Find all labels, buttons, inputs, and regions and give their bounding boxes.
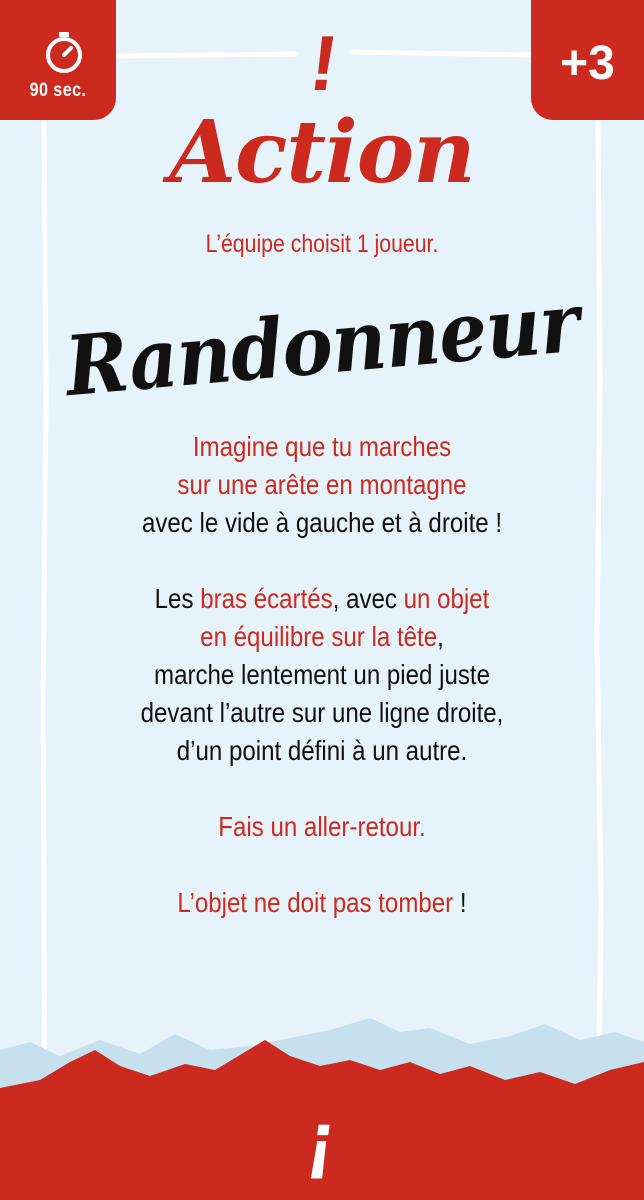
instruction-line: d’un point défini à un autre.	[176, 735, 468, 766]
category-title: Action	[169, 102, 475, 203]
instruction-line: L’objet ne doit pas tomber !	[177, 887, 467, 918]
timer-label: 90 sec.	[29, 80, 87, 101]
instruction-line: Les bras écartés, avec un objet	[154, 583, 490, 614]
points-badge	[531, 0, 644, 120]
exclamation-mark-top: !	[304, 19, 344, 107]
instruction-line: en équilibre sur la tête,	[200, 621, 444, 652]
instruction-line: Imagine que tu marches	[192, 431, 452, 462]
instruction-line: Fais un aller-retour.	[218, 811, 426, 842]
instructions	[60, 428, 584, 922]
instruction-line: devant l’autre sur une ligne droite,	[140, 697, 504, 728]
highlight-text: L’objet ne doit pas tomber	[177, 887, 454, 918]
highlight-text: bras écartés	[200, 583, 333, 614]
card-title: Randonneur	[61, 274, 583, 416]
highlight-text: en équilibre sur la tête	[200, 621, 438, 652]
points-label: +3	[560, 37, 615, 90]
instruction-line: sur une arête en montagne	[177, 469, 467, 500]
stopwatch-icon	[42, 30, 86, 74]
highlight-text: un objet	[403, 583, 490, 614]
category-subtitle: L’équipe choisit 1 joueur.	[205, 230, 439, 258]
instruction-line: marche lentement un pied juste	[154, 659, 490, 690]
instruction-line: avec le vide à gauche et à droite !	[141, 507, 503, 538]
exclamation-mark-bottom: ¡	[302, 1095, 342, 1183]
timer-badge	[0, 0, 116, 120]
